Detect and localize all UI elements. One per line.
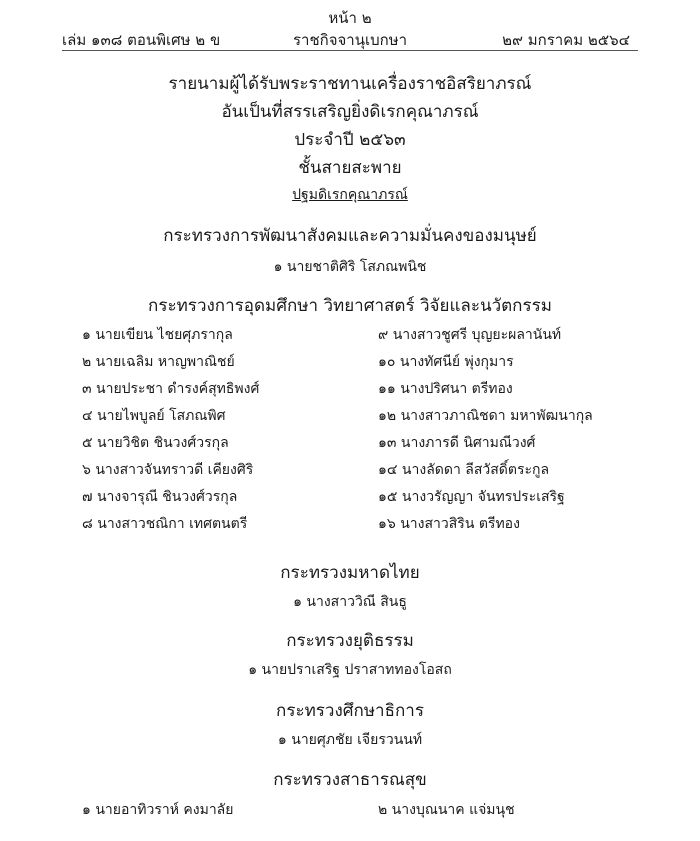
- recipient-entry: ๕ นายวิชิต ชินวงศ์วรกุล: [82, 435, 229, 451]
- recipient-entry: ๑ นายชาติศิริ โสภณพนิช: [273, 259, 427, 275]
- gazette-volume: เล่ม ๑๓๘ ตอนพิเศษ ๒ ข: [62, 31, 221, 49]
- recipient-entry: ๒ นางบุณนาค แจ่มนุช: [378, 802, 515, 818]
- recipient-entry: ๒ นายเฉลิม หาญพาณิชย์: [82, 354, 235, 370]
- recipient-entry: ๑ นายอาทิวราห์ คงมาลัย: [82, 802, 234, 818]
- ministry-heading: กระทรวงการพัฒนาสังคมและความมั่นคงของมนุษย์: [163, 226, 537, 246]
- subheading-wrapper: [0, 184, 700, 206]
- recipient-entry: ๑ นายปราเสริฐ ปราสาททองโอสถ: [248, 662, 452, 678]
- recipient-entry: ๑ นางสาววิณี สินธู: [293, 594, 407, 610]
- recipient-entry: ๘ นางสาวชณิกา เทศตนตรี: [82, 516, 248, 532]
- recipient-entry: ๙ นางสาวชูศรี บุญยะผลานันท์: [378, 327, 562, 343]
- recipient-entry: ๗ นางจารุณี ชินวงศ์วรกุล: [82, 489, 238, 505]
- recipient-entry: ๑ นายเขียน ไชยศุภรากุล: [82, 327, 233, 343]
- document-class: ชั้นสายสะพาย: [298, 158, 402, 178]
- header-divider: [62, 50, 638, 51]
- document-title-line-2: อันเป็นที่สรรเสริญยิ่งดิเรกคุณาภรณ์: [221, 102, 479, 122]
- recipient-entry: ๑๓ นางภารดี นิศามณีวงศ์: [378, 435, 536, 451]
- gazette-date: ๒๙ มกราคม ๒๕๖๔: [502, 31, 630, 49]
- document-subheading: ปฐมดิเรกคุณาภรณ์: [292, 187, 408, 203]
- ministry-heading: กระทรวงสาธารณสุข: [273, 770, 427, 790]
- ministry-heading: กระทรวงมหาดไทย: [280, 563, 420, 583]
- recipient-entry: ๑๐ นางทัศนีย์ พุ่งกุมาร: [378, 354, 514, 370]
- recipient-entry: ๔ นายไพบูลย์ โสภณพิศ: [82, 408, 226, 424]
- document-title-line-1: รายนามผู้ได้รับพระราชทานเครื่องราชอิสริยาภรณ์: [168, 74, 532, 94]
- recipient-entry: ๑๕ นางวรัญญา จันทรประเสริฐ: [378, 489, 565, 505]
- document-year: ประจำปี ๒๕๖๓: [294, 130, 406, 150]
- ministry-heading: กระทรวงยุติธรรม: [286, 631, 414, 651]
- gazette-title: ราชกิจจานุเบกษา: [292, 31, 408, 49]
- recipient-entry: ๑๒ นางสาวภาณิชดา มหาพัฒนากุล: [378, 408, 593, 424]
- recipient-entry: ๑๔ นางลัดดา ลีสวัสดิ์ตระกูล: [378, 462, 550, 478]
- recipient-entry: ๓ นายประชา ดำรงค์สุทธิพงศ์: [82, 381, 260, 397]
- recipient-entry: ๑๖ นางสาวสิริน ตรีทอง: [378, 516, 520, 532]
- page-number: หน้า ๒: [328, 9, 372, 27]
- ministry-heading: กระทรวงศึกษาธิการ: [276, 701, 424, 721]
- recipient-entry: ๑ นายศุภชัย เจียรวนนท์: [277, 732, 423, 748]
- recipient-entry: ๖ นางสาวจันทราวดี เคียงศิริ: [82, 462, 254, 478]
- ministry-heading: กระทรวงการอุดมศึกษา วิทยาศาสตร์ วิจัยและนวัตกรรม: [148, 296, 552, 316]
- recipient-entry: ๑๑ นางปริศนา ตรีทอง: [378, 381, 513, 397]
